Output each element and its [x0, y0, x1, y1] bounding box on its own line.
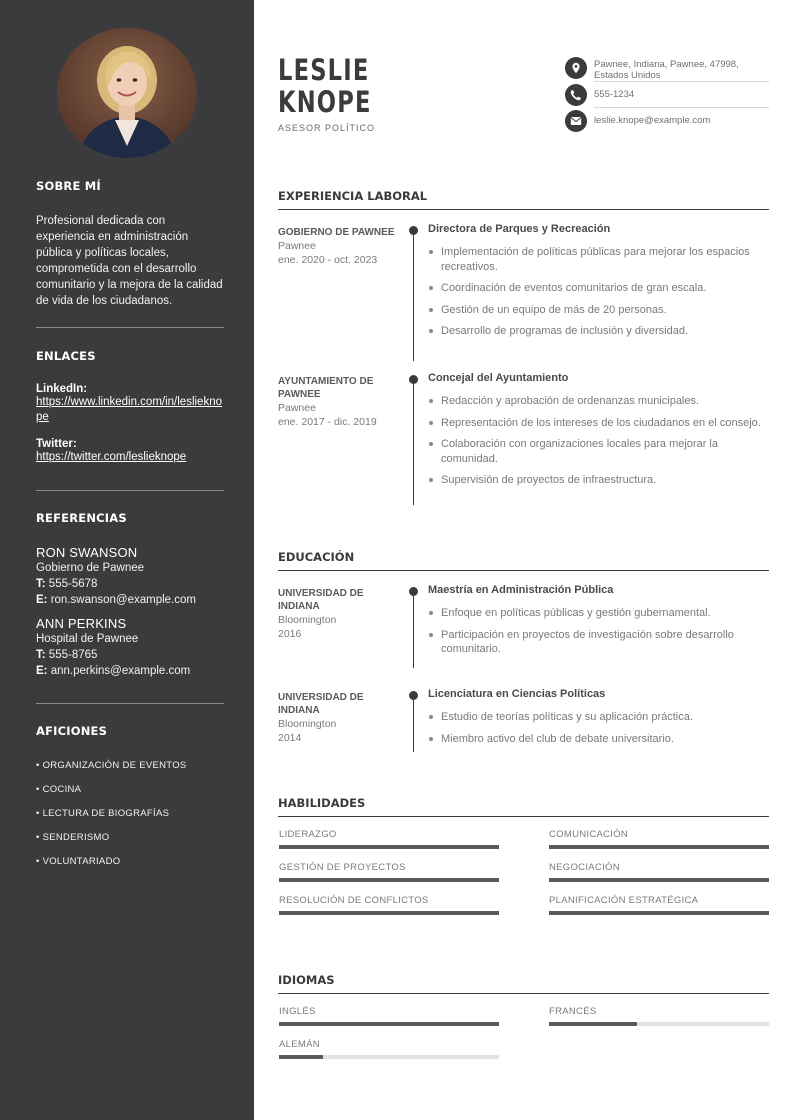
employment-dates: ene. 2017 - dic. 2019 — [278, 416, 377, 428]
education-entry — [278, 584, 769, 687]
list-item: Desarrollo de programas de inclusión y diversidad. — [428, 324, 769, 339]
language-bar-fill — [549, 1022, 637, 1026]
language-bar-fill — [279, 1055, 323, 1059]
experience-entry — [278, 372, 769, 515]
address-line-1: Pawnee, Indiana, Pawnee, 47998, — [594, 59, 739, 70]
experience-entry — [278, 223, 769, 376]
full-name — [278, 54, 372, 118]
list-item: Colaboración con organizaciones locales para mejorar la comunidad. — [428, 437, 769, 466]
list-item: Miembro activo del club de debate universitario. — [428, 732, 769, 747]
skill-label: NEGOCIACIÓN — [549, 862, 620, 873]
first-name: LESLIE — [278, 53, 370, 87]
hobbies-heading: AFICIONES — [36, 724, 108, 738]
skill-bar-track — [549, 878, 769, 882]
reference-phone: T: 555-5678 — [36, 578, 98, 590]
education-heading: EDUCACIÓN — [278, 550, 769, 571]
contact-phone — [565, 84, 769, 106]
hobby-item: • VOLUNTARIADO — [36, 856, 121, 867]
timeline-line — [413, 590, 414, 668]
contact-divider — [594, 81, 769, 82]
skill-item — [549, 829, 769, 849]
reference-email: E: ron.swanson@example.com — [36, 594, 196, 606]
job-role: ASESOR POLÍTICO — [278, 123, 376, 133]
list-item: Redacción y aprobación de ordenanzas municipales. — [428, 394, 769, 409]
skill-item — [549, 895, 769, 915]
hobby-item: • ORGANIZACIÓN DE EVENTOS — [36, 760, 187, 771]
language-item — [279, 1039, 499, 1059]
list-item: Gestión de un equipo de más de 20 personas. — [428, 303, 769, 318]
link-label: LinkedIn: — [36, 383, 88, 395]
skill-bar-fill — [549, 878, 769, 882]
about-text: Profesional dedicada con experiencia en administración pública y políticas locales, comprometida con el desarrollo comunitario y la mejora de la calidad de vida de los ciudadanos. — [36, 215, 223, 307]
responsibility-list — [428, 394, 769, 488]
references-heading: REFERENCIAS — [36, 511, 127, 525]
phone-icon — [565, 84, 587, 106]
skill-bar-track — [279, 845, 499, 849]
language-label: INGLÉS — [279, 1006, 316, 1017]
link-item-linkedin — [36, 383, 224, 425]
employer-name: GOBIERNO DE PAWNEE — [278, 227, 395, 238]
language-label: FRANCÉS — [549, 1006, 597, 1017]
contact-divider — [594, 107, 769, 108]
school-name: UNIVERSIDAD DE INDIANA — [278, 588, 364, 612]
location-pin-icon — [565, 57, 587, 79]
email-text[interactable]: leslie.knope@example.com — [594, 115, 711, 126]
skill-label: COMUNICACIÓN — [549, 829, 629, 840]
experience-heading: EXPERIENCIA LABORAL — [278, 189, 769, 210]
list-item: Representación de los intereses de los ciudadanos en el consejo. — [428, 416, 769, 431]
list-item: Estudio de teorías políticas y su aplicación práctica. — [428, 710, 769, 725]
sidebar-divider — [36, 490, 224, 491]
reference-org: Hospital de Pawnee — [36, 633, 139, 645]
skill-label: LIDERAZGO — [279, 829, 337, 840]
languages-heading: IDIOMAS — [278, 973, 769, 994]
references-section — [36, 511, 224, 679]
skill-item — [279, 829, 499, 849]
language-bar-track — [279, 1022, 499, 1026]
profile-photo — [57, 28, 197, 158]
employment-dates: ene. 2020 - oct. 2023 — [278, 254, 378, 266]
contact-email — [565, 110, 769, 132]
graduation-year: 2014 — [278, 732, 302, 744]
skill-bar-fill — [279, 878, 499, 882]
last-name: KNOPE — [278, 85, 372, 119]
job-title: Concejal del Ayuntamiento — [428, 372, 569, 384]
skill-label: RESOLUCIÓN DE CONFLICTOS — [279, 895, 429, 906]
education-details — [428, 710, 769, 746]
timeline-line — [413, 229, 414, 361]
language-bar-track — [279, 1055, 499, 1059]
skills-heading: HABILIDADES — [278, 796, 769, 817]
skill-bar-track — [279, 911, 499, 915]
employer-name: AYUNTAMIENTO DE PAWNEE — [278, 376, 374, 400]
skill-bar-fill — [549, 911, 769, 915]
language-item — [279, 1006, 499, 1026]
skill-bar-fill — [279, 911, 499, 915]
linkedin-link[interactable]: https://www.linkedin.com/in/leslieknope — [36, 396, 222, 423]
links-section — [36, 349, 224, 465]
skill-label: GESTIÓN DE PROYECTOS — [279, 862, 406, 873]
phone-text: 555-1234 — [594, 89, 635, 100]
about-section — [36, 179, 224, 309]
about-heading: SOBRE MÍ — [36, 179, 101, 193]
hobbies-section — [36, 724, 224, 867]
skill-item — [549, 862, 769, 882]
links-heading: ENLACES — [36, 349, 96, 363]
link-item-twitter — [36, 438, 224, 465]
sidebar-divider — [36, 703, 224, 704]
skill-bar-track — [279, 878, 499, 882]
skill-bar-fill — [279, 845, 499, 849]
envelope-icon — [565, 110, 587, 132]
link-label: Twitter: — [36, 438, 77, 450]
language-bar-track — [549, 1022, 769, 1026]
education-details — [428, 606, 769, 657]
skill-item — [279, 895, 499, 915]
responsibility-list — [428, 245, 769, 339]
education-entry — [278, 688, 769, 761]
reference-name: RON SWANSON — [36, 545, 138, 560]
hobby-item: • LECTURA DE BIOGRAFÍAS — [36, 808, 170, 819]
list-item: Implementación de políticas públicas para mejorar los espacios recreativos. — [428, 245, 769, 274]
reference-org: Gobierno de Pawnee — [36, 562, 145, 574]
language-label: ALEMÁN — [279, 1039, 320, 1050]
timeline-dot — [409, 226, 418, 235]
reference-item — [36, 545, 224, 608]
contact-address — [565, 57, 769, 81]
graduation-year: 2016 — [278, 628, 302, 640]
reference-email: E: ann.perkins@example.com — [36, 665, 191, 677]
employer-location: Pawnee — [278, 402, 316, 414]
job-title: Directora de Parques y Recreación — [428, 223, 611, 235]
sidebar — [0, 0, 254, 1120]
skill-bar-track — [549, 845, 769, 849]
avatar — [57, 28, 197, 158]
language-bar-fill — [279, 1022, 499, 1026]
timeline-dot — [409, 375, 418, 384]
skill-label: PLANIFICACIÓN ESTRATÉGICA — [549, 895, 699, 906]
timeline-dot — [409, 691, 418, 700]
hobby-item: • COCINA — [36, 784, 82, 795]
hobby-item: • SENDERISMO — [36, 832, 110, 843]
skill-bar-track — [549, 911, 769, 915]
timeline-line — [413, 694, 414, 752]
school-name: UNIVERSIDAD DE INDIANA — [278, 692, 364, 716]
reference-name: ANN PERKINS — [36, 616, 127, 631]
list-item: Coordinación de eventos comunitarios de gran escala. — [428, 281, 769, 296]
sidebar-divider — [36, 327, 224, 328]
degree-title: Licenciatura en Ciencias Políticas — [428, 688, 606, 700]
school-location: Bloomington — [278, 718, 337, 730]
timeline-line — [413, 378, 414, 505]
language-item — [549, 1006, 769, 1026]
degree-title: Maestría en Administración Pública — [428, 584, 614, 596]
school-location: Bloomington — [278, 614, 337, 626]
timeline-dot — [409, 587, 418, 596]
address-line-2: Estados Unidos — [594, 70, 661, 81]
reference-item — [36, 616, 224, 679]
skill-bar-fill — [549, 845, 769, 849]
list-item: Enfoque en políticas públicas y gestión gubernamental. — [428, 606, 769, 621]
skill-item — [279, 862, 499, 882]
reference-phone: T: 555-8765 — [36, 649, 98, 661]
employer-location: Pawnee — [278, 240, 316, 252]
list-item: Participación en proyectos de investigación sobre desarrollo comunitario. — [428, 628, 769, 657]
twitter-link[interactable]: https://twitter.com/leslieknope — [36, 451, 187, 463]
list-item: Supervisión de proyectos de infraestructura. — [428, 473, 769, 488]
